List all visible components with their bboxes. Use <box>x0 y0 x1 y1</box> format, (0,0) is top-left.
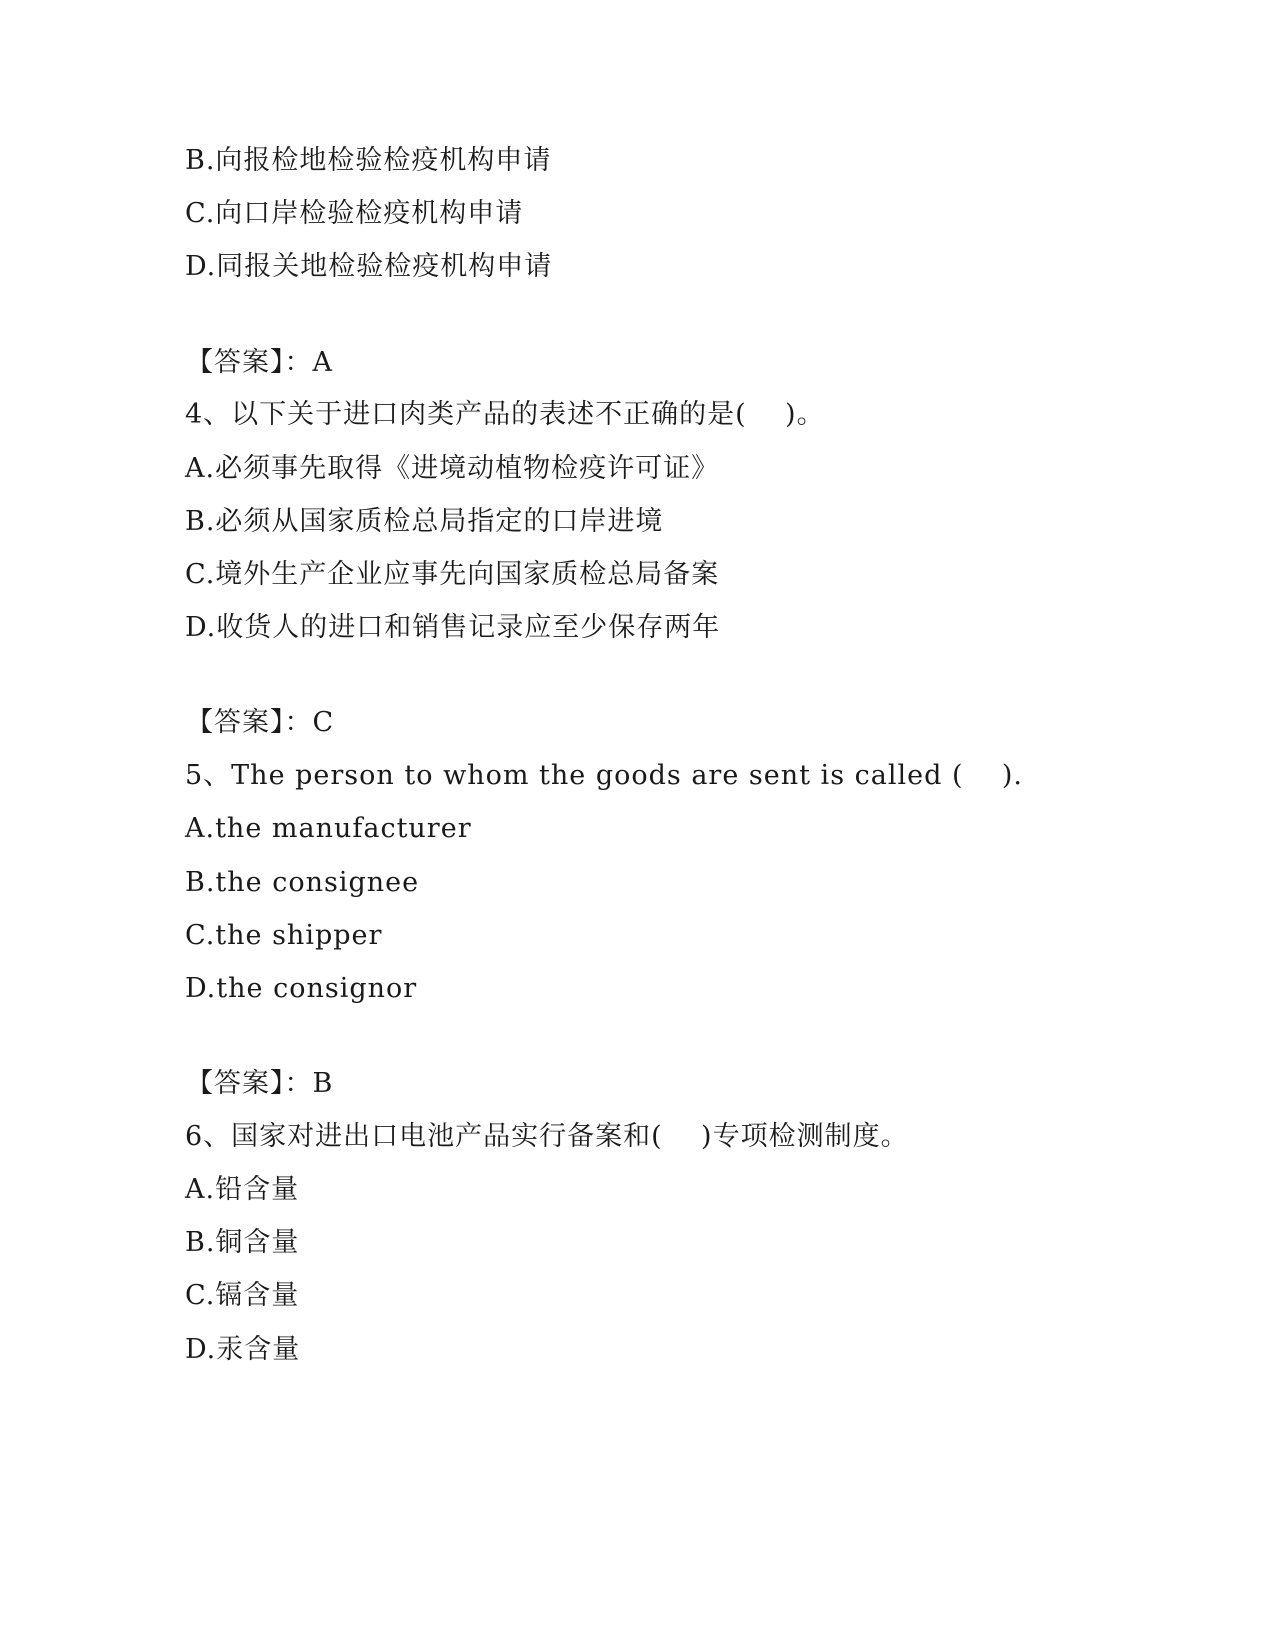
q3-answer: 【答案】：A <box>186 347 333 378</box>
q6-question: 6、国家对进出口电池产品实行备案和( )专项检测制度。 <box>185 1121 909 1152</box>
q5-option-b: B.the consignee <box>185 867 420 898</box>
q6-option-d: D.汞含量 <box>185 1334 301 1365</box>
q6-option-b: B.铜含量 <box>185 1227 300 1258</box>
q4-question: 4、以下关于进口肉类产品的表述不正确的是( )。 <box>185 399 825 430</box>
q5-option-d: D.the consignor <box>185 973 418 1004</box>
q4-option-c: C.境外生产企业应事先向国家质检总局备案 <box>185 559 720 590</box>
q4-option-d: D.收货人的进口和销售记录应至少保存两年 <box>185 612 721 643</box>
q6-option-c: C.镉含量 <box>185 1280 300 1311</box>
q5-question: 5、The person to whom the goods are sent is called ( ). <box>185 760 1023 791</box>
q5-option-c: C.the shipper <box>185 920 383 951</box>
q4-answer: 【答案】：C <box>186 707 335 738</box>
q3-option-d: D.同报关地检验检疫机构申请 <box>185 251 553 282</box>
q5-answer: 【答案】：B <box>186 1068 334 1099</box>
q6-option-a: A.铅含量 <box>185 1174 300 1205</box>
q3-option-c: C.向口岸检验检疫机构申请 <box>185 198 524 229</box>
q3-option-b: B.向报检地检验检疫机构申请 <box>185 145 552 176</box>
q4-option-a: A.必须事先取得《进境动植物检疫许可证》 <box>185 453 720 484</box>
q4-option-b: B.必须从国家质检总局指定的口岸进境 <box>185 506 664 537</box>
q5-option-a: A.the manufacturer <box>185 813 472 844</box>
